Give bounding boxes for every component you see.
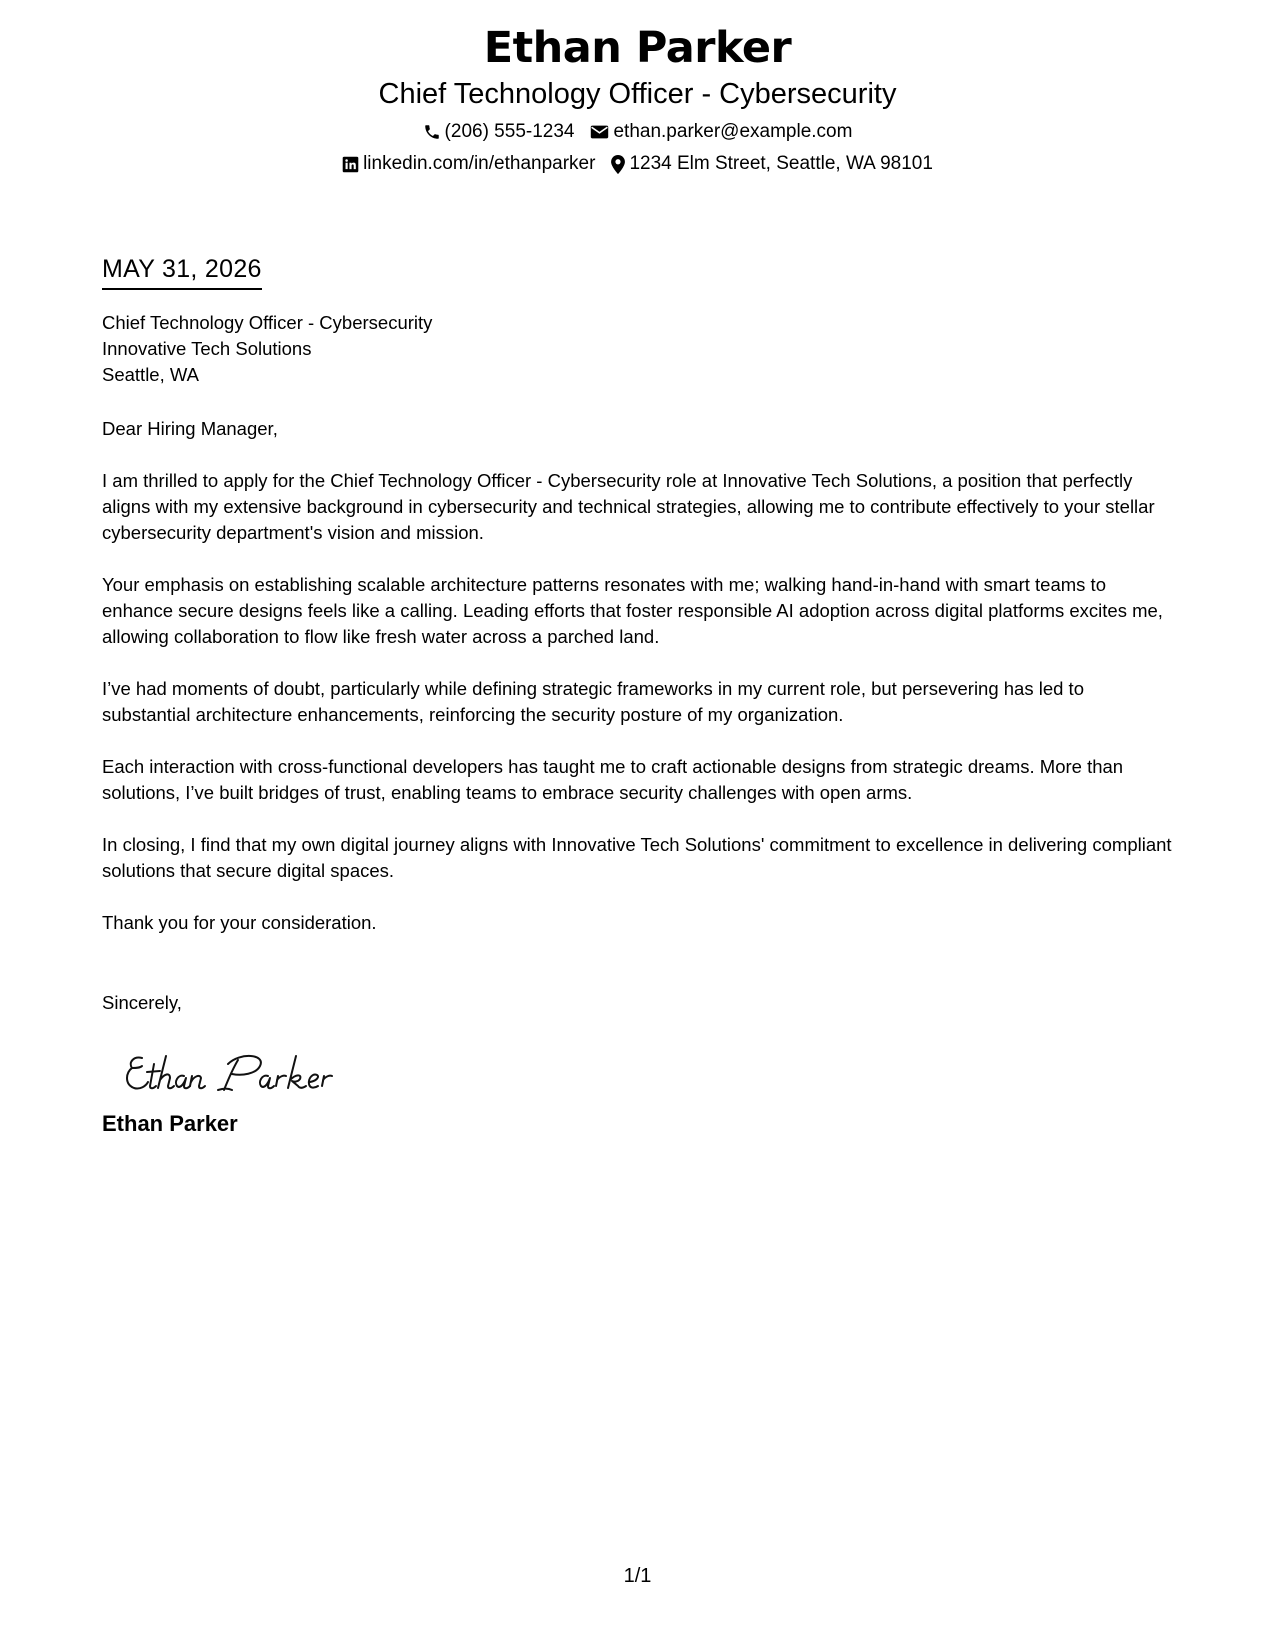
contact-row-primary (0, 116, 1275, 148)
map-pin-icon (611, 155, 625, 174)
handwritten-signature (120, 1044, 360, 1100)
body-paragraph-1: I am thrilled to apply for the Chief Technology Officer - Cybersecurity role at Innovative Tech Solutions, a position that perfectly aligns with my extensive background in cybersecurity and technical strategies, allowing me to contribute effectively to your stellar cybersecurity department's vision and mission. (102, 470, 1155, 543)
email-link[interactable]: ethan.parker@example.com (613, 121, 853, 142)
body-paragraph-3: I’ve had moments of doubt, particularly while defining strategic frameworks in my current role, but persevering has led to substantial architecture enhancements, reinforcing the security posture of my organization. (102, 678, 1084, 725)
letter-header (0, 20, 1275, 180)
applicant-title: Chief Technology Officer - Cybersecurity (378, 78, 897, 110)
envelope-icon (590, 124, 609, 140)
phone-contact (423, 116, 575, 148)
linkedin-link[interactable]: linkedin.com/in/ethanparker (363, 153, 596, 174)
closing-line: Thank you for your consideration. (102, 912, 377, 933)
body-paragraph-4: Each interaction with cross-functional developers has taught me to craft actionable designs from strategic dreams. More than solutions, I’ve built bridges of trust, enabling teams to embrace security challenges with open arms. (102, 756, 1124, 803)
contact-row-secondary (0, 148, 1275, 180)
body-paragraph-2: Your emphasis on establishing scalable architecture patterns resonates with me; walking hand-in-hand with smart teams to enhance secure designs feels like a calling. Leading efforts that foster responsible AI adoption across digital platforms excites me, allowing collaboration to flow like fresh water across a parched land. (102, 574, 1163, 647)
linkedin-contact[interactable] (342, 148, 595, 180)
recipient-position: Chief Technology Officer - Cybersecurity (102, 312, 433, 333)
address-text: 1234 Elm Street, Seattle, WA 98101 (629, 153, 933, 174)
letter-body (102, 252, 1177, 1138)
applicant-name: Ethan Parker (483, 23, 792, 73)
email-contact[interactable] (590, 116, 852, 148)
recipient-block (102, 310, 1177, 388)
address-contact (611, 148, 932, 180)
typed-signature-name: Ethan Parker (102, 1111, 238, 1136)
recipient-company: Innovative Tech Solutions (102, 338, 312, 359)
page-number: 1/1 (623, 1565, 652, 1587)
recipient-location: Seattle, WA (102, 364, 199, 385)
body-paragraph-5: In closing, I find that my own digital journey aligns with Innovative Tech Solutions' commitment to excellence in delivering compliant solutions that secure digital spaces. (102, 834, 1172, 881)
phone-icon (423, 123, 441, 141)
letter-date: MAY 31, 2026 (102, 252, 262, 290)
signoff: Sincerely, (102, 992, 182, 1013)
salutation: Dear Hiring Manager, (102, 418, 278, 439)
linkedin-icon (342, 156, 359, 173)
phone-text: (206) 555-1234 (444, 121, 575, 142)
